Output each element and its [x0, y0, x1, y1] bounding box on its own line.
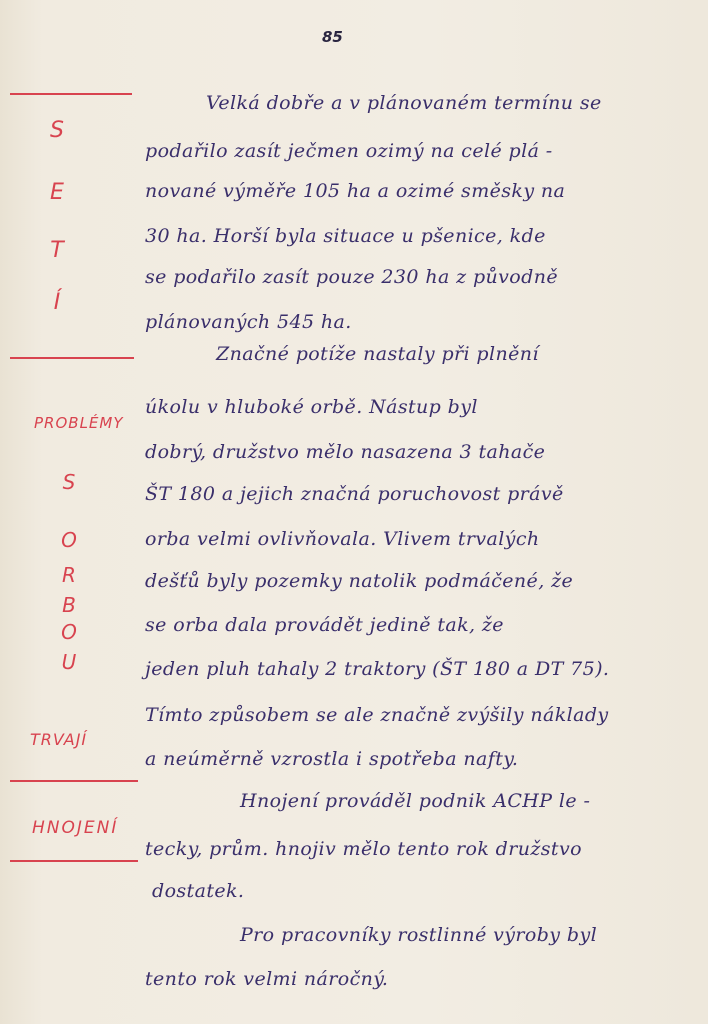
text-line: ŠT 180 a jejich značná poruchovost právě [145, 483, 564, 505]
margin-rule-hnojeni-bottom [10, 860, 138, 862]
text-line: tecky, prům. hnojiv mělo tento rok družstvo [145, 838, 582, 860]
text-line: Pro pracovníky rostlinné výroby byl [240, 924, 598, 946]
margin-seti-letter: Í [53, 290, 61, 315]
margin-sorbou-letter: B [62, 593, 76, 617]
margin-trvaji-label: TRVAJÍ [30, 730, 88, 749]
margin-seti-letter: E [50, 180, 64, 205]
text-line: tento rok velmi náročný. [145, 968, 389, 990]
text-line: podařilo zasít ječmen ozimý na celé plá - [145, 140, 553, 162]
margin-problemy-label: PROBLÉMY [34, 414, 124, 432]
text-line: 30 ha. Horší byla situace u pšenice, kde [145, 225, 546, 247]
margin-seti-letter: T [50, 238, 64, 263]
text-line: se podařilo zasít pouze 230 ha z původně [145, 266, 558, 288]
text-line: úkolu v hluboké orbě. Nástup byl [145, 396, 478, 418]
margin-rule-problemy-bottom [10, 780, 138, 782]
margin-rule-seti-bottom [10, 357, 134, 359]
text-line: Tímto způsobem se ale značně zvýšily náklady [145, 704, 609, 726]
margin-hnojeni-label: HNOJENÍ [32, 818, 119, 838]
text-line: nované výměře 105 ha a ozimé směsky na [145, 180, 566, 202]
text-line: orba velmi ovlivňovala. Vlivem trvalých [145, 528, 540, 550]
margin-sorbou-letter: O [61, 528, 77, 552]
page-number: 85 [322, 28, 343, 46]
text-line: a neúměrně vzrostla i spotřeba nafty. [145, 748, 519, 770]
text-line: dobrý, družstvo mělo nasazena 3 tahače [145, 441, 546, 463]
margin-sorbou-letter: U [61, 650, 77, 674]
text-line: dešťů byly pozemky natolik podmáčené, že [145, 570, 574, 592]
text-line: Hnojení prováděl podnik ACHP le - [240, 790, 591, 812]
text-line: dostatek. [152, 880, 245, 902]
margin-rule-top [10, 93, 132, 95]
margin-seti-letter: S [50, 118, 64, 143]
margin-sorbou-letter: R [62, 563, 76, 587]
text-line: Velká dobře a v plánovaném termínu se [206, 92, 602, 114]
text-line: jeden pluh tahaly 2 traktory (ŠT 180 a DT 75). [145, 658, 610, 680]
margin-sorbou-letter: O [61, 620, 77, 644]
text-line: Značné potíže nastaly při plnění [216, 343, 539, 365]
text-line: se orba dala provádět jedině tak, že [145, 614, 504, 636]
text-line: plánovaných 545 ha. [145, 311, 352, 333]
margin-sorbou-letter: S [62, 470, 76, 494]
